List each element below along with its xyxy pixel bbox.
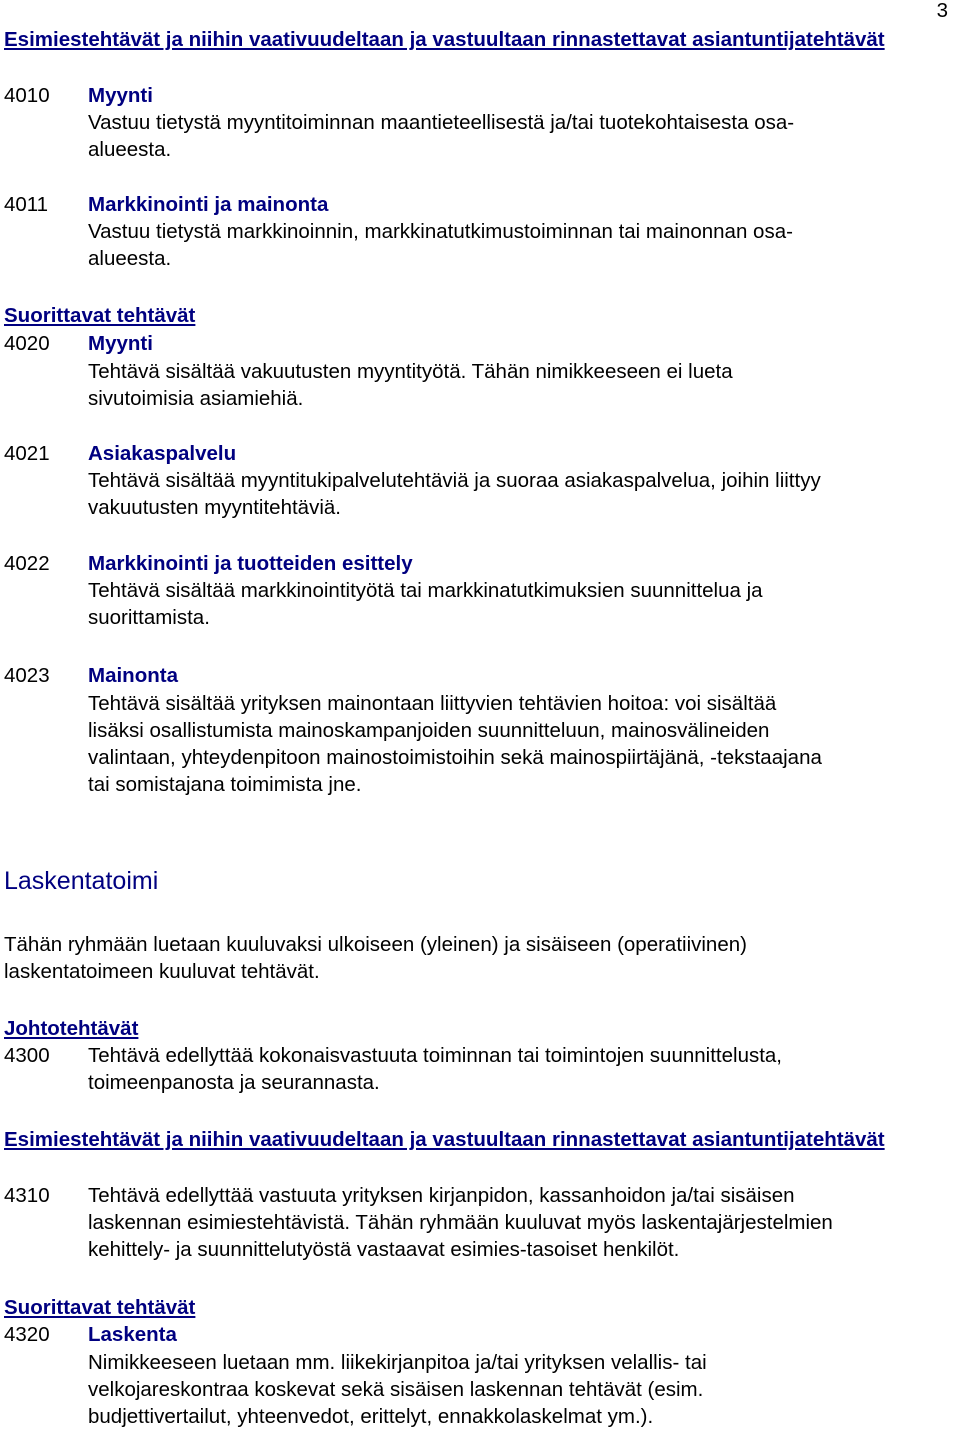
item-desc-line: Tehtävä sisältää yrityksen mainontaan liittyvien tehtävien hoitoa: voi sisältää [88,692,777,715]
item-desc-line: Tehtävä sisältää myyntitukipalvelutehtäviä ja suoraa asiakaspalvelua, joihin liittyy [88,469,821,492]
item-desc-line: tai somistajana toimimista jne. [88,773,362,796]
item-code: 4010 [4,84,50,107]
item-desc-line: toimeenpanosta ja seurannasta. [88,1071,380,1094]
intro-paragraph-line: Tähän ryhmään luetaan kuuluvaksi ulkoiseen (yleinen) ja sisäiseen (operatiivinen) [4,933,747,956]
item-desc-line: Nimikkeeseen luetaan mm. liikekirjanpitoa ja/tai yrityksen velallis- tai [88,1351,707,1374]
heading-supervisory-tasks-2: Esimiestehtävät ja niihin vaativuudeltaan ja vastuultaan rinnastettavat asiantuntijatehtävät [4,1128,885,1151]
intro-paragraph-line: laskentatoimeen kuuluvat tehtävät. [4,960,320,983]
item-title: Markkinointi ja mainonta [88,193,329,216]
item-desc-line: Vastuu tietystä markkinoinnin, markkinatutkimustoiminnan tai mainonnan osa- [88,220,793,243]
section-heading-accounting: Laskentatoimi [4,867,159,895]
item-desc-line: vakuutusten myyntitehtäviä. [88,496,341,519]
item-title: Asiakaspalvelu [88,442,237,465]
item-desc-line: valintaan, yhteydenpitoon mainostoimistoihin sekä mainospiirtäjänä, -tekstaajana [88,746,822,769]
item-desc-line: Tehtävä sisältää markkinointityötä tai markkinatutkimuksien suunnittelua ja [88,579,763,602]
item-code: 4021 [4,442,50,465]
item-desc-line: budjettivertailut, yhteenvedot, erittelyt, ennakkolaskelmat ym.). [88,1405,654,1428]
item-desc-line: lisäksi osallistumista mainoskampanjoiden suunnitteluun, mainosvälineiden [88,719,770,742]
item-code: 4300 [4,1044,50,1067]
heading-supervisory-tasks: Esimiestehtävät ja niihin vaativuudeltaan ja vastuultaan rinnastettavat asiantuntijatehtävät [4,28,885,51]
page-number: 3 [936,0,948,22]
item-desc-line: Tehtävä edellyttää kokonaisvastuuta toiminnan tai toimintojen suunnittelusta, [88,1044,783,1067]
item-desc-line: Tehtävä edellyttää vastuuta yrityksen kirjanpidon, kassanhoidon ja/tai sisäisen [88,1184,795,1207]
item-code: 4023 [4,664,50,687]
item-code: 4011 [4,193,49,216]
item-desc-line: alueesta. [88,138,172,161]
heading-management-tasks: Johtotehtävät [4,1017,139,1040]
item-desc-line: sivutoimisia asiamiehiä. [88,387,304,410]
item-desc-line: kehittely- ja suunnittelutyöstä vastaavat esimies-tasoiset henkilöt. [88,1238,680,1261]
item-code: 4310 [4,1184,50,1207]
item-desc-line: velkojareskontraa koskevat sekä sisäisen laskennan tehtävät (esim. [88,1378,704,1401]
item-code: 4320 [4,1323,50,1346]
item-title: Myynti [88,332,153,355]
item-title: Markkinointi ja tuotteiden esittely [88,552,413,575]
item-desc-line: Tehtävä sisältää vakuutusten myyntityötä. Tähän nimikkeeseen ei lueta [88,360,733,383]
item-code: 4020 [4,332,50,355]
item-code: 4022 [4,552,50,575]
item-desc-line: laskennan esimiestehtävistä. Tähän ryhmään kuuluvat myös laskentajärjestelmien [88,1211,833,1234]
heading-executive-tasks: Suorittavat tehtävät [4,304,196,327]
item-title: Laskenta [88,1323,177,1346]
item-desc-line: alueesta. [88,247,172,270]
item-desc-line: suorittamista. [88,606,210,629]
item-title: Myynti [88,84,153,107]
heading-executive-tasks-2: Suorittavat tehtävät [4,1296,196,1319]
item-desc-line: Vastuu tietystä myyntitoiminnan maantieteellisestä ja/tai tuotekohtaisesta osa- [88,111,795,134]
item-title: Mainonta [88,664,178,687]
